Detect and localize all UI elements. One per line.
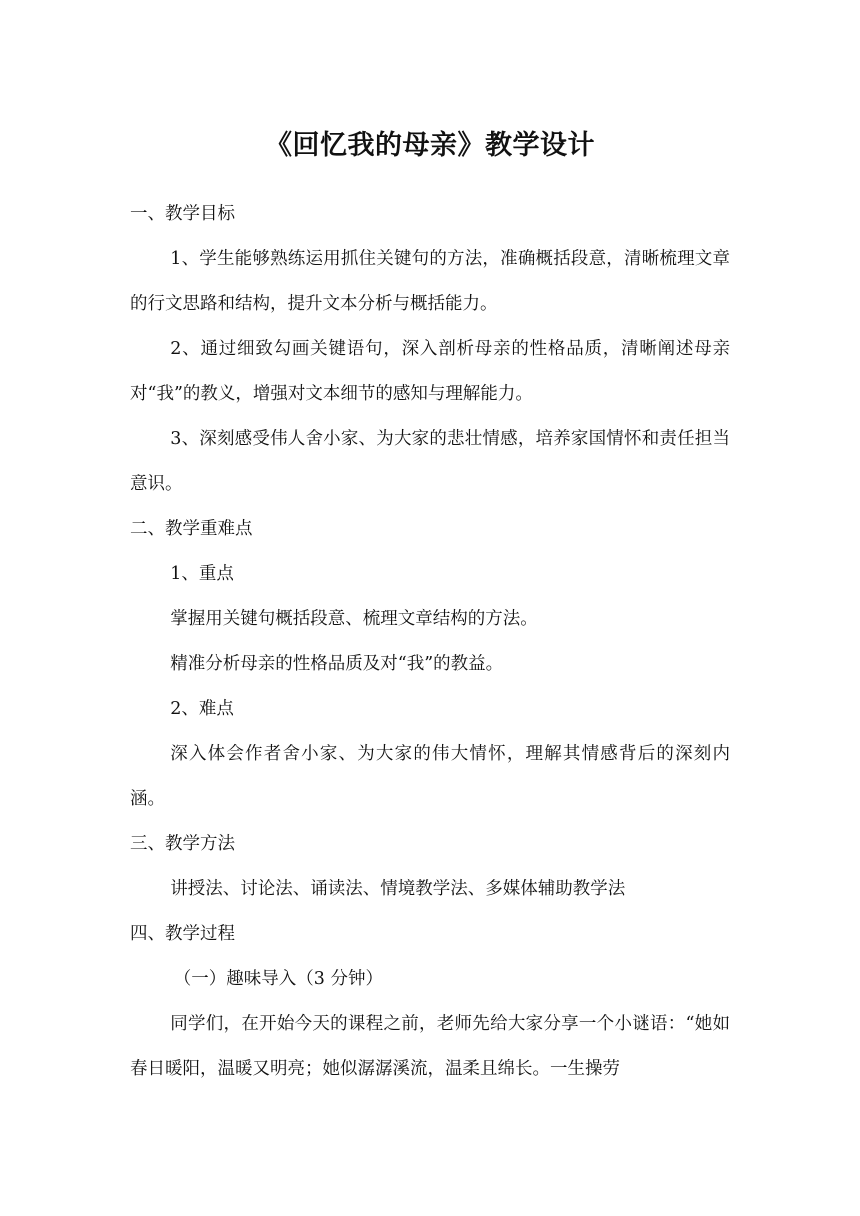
key-points-label: 1、重点	[170, 564, 234, 584]
key-point-2: 精准分析母亲的性格品质及对“我”的教益。	[170, 654, 504, 674]
section-heading-process: 四、教学过程	[130, 924, 235, 944]
difficult-point-1: 深入体会作者舍小家、为大家的伟大情怀，理解其情感背后的深刻内涵。	[130, 744, 730, 809]
process-step-1-heading: （一）趣味导入（3 分钟）	[173, 969, 383, 989]
objective-1: 1、学生能够熟练运用抓住关键句的方法，准确概括段意，清晰梳理文章的行文思路和结构，提升文本分析与概括能力。	[130, 249, 730, 314]
objective-3: 3、深刻感受伟人舍小家、为大家的悲壮情感，培养家国情怀和责任担当意识。	[130, 429, 730, 494]
section-heading-objectives: 一、教学目标	[130, 204, 235, 224]
difficult-points-label: 2、难点	[170, 699, 234, 719]
section-heading-key-difficult-points: 二、教学重难点	[130, 519, 253, 539]
process-step-1-text: 同学们，在开始今天的课程之前，老师先给大家分享一个小谜语：“她如春日暖阳，温暖又明亮；她似潺潺溪流，温柔且绵长。一生操劳	[130, 1014, 730, 1079]
methods-list: 讲授法、讨论法、诵读法、情境教学法、多媒体辅助教学法	[170, 879, 626, 899]
document-title: 《回忆我的母亲》教学设计	[265, 130, 595, 161]
objective-2: 2、通过细致勾画关键语句，深入剖析母亲的性格品质，清晰阐述母亲对“我”的教义，增强对文本细节的感知与理解能力。	[130, 339, 730, 404]
key-point-1: 掌握用关键句概括段意、梳理文章结构的方法。	[170, 609, 538, 629]
section-heading-methods: 三、教学方法	[130, 834, 235, 854]
